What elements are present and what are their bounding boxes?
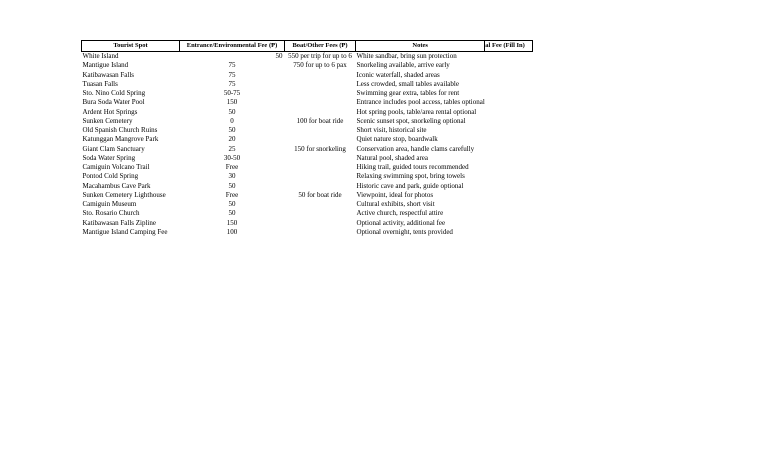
cell-notes[interactable]: Optional activity, additional fee <box>356 218 446 227</box>
cell-boat-fee[interactable] <box>285 71 356 80</box>
cell-total-fee[interactable] <box>485 61 533 70</box>
cell-notes[interactable]: Active church, respectful attire <box>356 209 444 218</box>
cell-total-fee[interactable] <box>485 126 533 135</box>
table-row <box>82 126 533 135</box>
cell-notes[interactable]: Scenic sunset spot, snorkeling optional <box>356 116 466 125</box>
cell-boat-fee[interactable]: 550 per trip for up to 6 <box>288 52 352 60</box>
cell-notes[interactable]: Quiet nature stop, boardwalk <box>356 135 438 144</box>
cell-total-fee[interactable] <box>485 52 533 62</box>
cell-tourist-spot[interactable]: Giant Clam Sanctuary <box>82 144 145 153</box>
cell-entrance-fee[interactable]: 30-50 <box>223 153 241 162</box>
cell-total-fee[interactable] <box>485 145 533 154</box>
cell-total-fee[interactable] <box>485 228 533 237</box>
header-row <box>82 41 533 52</box>
header-total-fee[interactable]: al Fee (Fill In) <box>485 41 533 52</box>
header-notes[interactable]: Notes <box>356 41 485 52</box>
cell-total-fee[interactable] <box>485 98 533 107</box>
cell-notes[interactable]: Hiking trail, guided tours recommended <box>356 163 469 171</box>
cell-boat-fee[interactable] <box>285 172 356 181</box>
cell-total-fee[interactable] <box>485 219 533 228</box>
cell-notes[interactable]: Entrance includes pool access, tables optional <box>356 98 485 107</box>
table-row <box>82 145 533 154</box>
table-row <box>82 52 533 62</box>
cell-boat-fee[interactable]: 100 for boat ride <box>296 116 344 125</box>
cell-boat-fee[interactable] <box>285 126 356 135</box>
cell-notes[interactable]: Snorkeling available, arrive early <box>356 61 450 70</box>
cell-boat-fee[interactable] <box>285 98 356 107</box>
cell-boat-fee[interactable] <box>285 135 356 144</box>
cell-notes[interactable]: Viewpoint, ideal for photos <box>356 190 434 199</box>
cell-boat-fee[interactable] <box>285 209 356 218</box>
cell-entrance-fee[interactable]: 20 <box>228 135 236 144</box>
cell-tourist-spot[interactable]: Old Spanish Church Ruins <box>82 126 158 134</box>
cell-entrance-fee[interactable]: 25 <box>228 144 236 153</box>
cell-notes[interactable]: Hot spring pools, table/area rental optional <box>356 107 477 116</box>
cell-notes[interactable]: Short visit, historical site <box>356 126 427 134</box>
cell-boat-fee[interactable]: 750 for up to 6 pax <box>293 61 347 70</box>
table-row <box>82 228 533 237</box>
cell-notes[interactable]: White sandbar, bring sun protection <box>356 52 457 60</box>
cell-entrance-fee[interactable]: 150 <box>226 218 238 227</box>
cell-notes[interactable]: Natural pool, shaded area <box>356 153 429 162</box>
cell-entrance-fee[interactable]: 50-75 <box>223 89 241 97</box>
cell-notes[interactable]: Historic cave and park, guide optional <box>356 181 464 190</box>
cell-tourist-spot[interactable]: Katunggan Mangrove Park <box>82 135 159 144</box>
header-entrance-fee[interactable]: Entrance/Environmental Fee (₱) <box>180 41 285 52</box>
table-row <box>82 135 533 144</box>
cell-tourist-spot[interactable]: Macahambus Cave Park <box>82 181 151 190</box>
table-row <box>82 163 533 172</box>
cell-notes[interactable]: Cultural exhibits, short visit <box>356 200 435 208</box>
cell-notes[interactable]: Optional overnight, tents provided <box>356 227 453 236</box>
cell-boat-fee[interactable] <box>285 80 356 89</box>
cell-notes[interactable]: Swimming gear extra, tables for rent <box>356 89 460 97</box>
cell-boat-fee[interactable] <box>285 89 356 98</box>
cell-total-fee[interactable] <box>485 117 533 126</box>
header-tourist-spot[interactable]: Tourist Spot <box>82 41 180 52</box>
cell-tourist-spot[interactable]: Sunken Cemetery Lighthouse <box>82 190 166 199</box>
table-row <box>82 108 533 117</box>
cell-tourist-spot[interactable]: Sto. Rosario Church <box>82 209 140 218</box>
cell-total-fee[interactable] <box>485 80 533 89</box>
cell-tourist-spot[interactable]: Camiguin Museum <box>82 200 137 208</box>
cell-tourist-spot[interactable]: Mantigue Island Camping Fee <box>82 227 168 236</box>
cell-total-fee[interactable] <box>485 200 533 209</box>
cell-entrance-fee[interactable]: 75 <box>228 70 236 79</box>
cell-total-fee[interactable] <box>485 108 533 117</box>
table-row <box>82 182 533 191</box>
cell-total-fee[interactable] <box>485 89 533 98</box>
cell-entrance-fee[interactable]: 150 <box>226 98 238 107</box>
cell-boat-fee[interactable] <box>285 163 356 172</box>
table-row <box>82 89 533 98</box>
cell-boat-fee[interactable] <box>285 154 356 163</box>
cell-entrance-fee[interactable]: 50 <box>275 52 283 60</box>
cell-tourist-spot[interactable]: Katibawasan Falls <box>82 70 135 79</box>
cell-boat-fee[interactable] <box>285 200 356 209</box>
cell-total-fee[interactable] <box>485 209 533 218</box>
cell-entrance-fee[interactable]: Free <box>225 163 239 171</box>
cell-tourist-spot[interactable]: Pontod Cold Spring <box>82 172 139 181</box>
table-row <box>82 117 533 126</box>
cell-entrance-fee[interactable]: 100 <box>226 227 238 236</box>
cell-entrance-fee[interactable]: 50 <box>228 126 236 134</box>
cell-entrance-fee[interactable]: 50 <box>228 107 236 116</box>
cell-total-fee[interactable] <box>485 182 533 191</box>
cell-boat-fee[interactable] <box>285 219 356 228</box>
tourist-fees-table <box>81 40 533 237</box>
cell-total-fee[interactable] <box>485 135 533 144</box>
cell-entrance-fee[interactable]: 50 <box>228 181 236 190</box>
table-row <box>82 71 533 80</box>
cell-tourist-spot[interactable]: Bura Soda Water Pool <box>82 98 145 107</box>
cell-entrance-fee[interactable]: Free <box>225 190 239 199</box>
cell-notes[interactable]: Conservation area, handle clams carefully <box>356 144 475 153</box>
cell-entrance-fee[interactable]: 75 <box>228 61 236 70</box>
cell-notes[interactable]: Relaxing swimming spot, bring towels <box>356 172 465 181</box>
cell-boat-fee[interactable] <box>285 228 356 237</box>
cell-boat-fee[interactable] <box>285 182 356 191</box>
cell-tourist-spot[interactable]: Katibawasan Falls Zipline <box>82 218 156 227</box>
cell-total-fee[interactable] <box>485 154 533 163</box>
cell-notes[interactable]: Iconic waterfall, shaded areas <box>356 70 440 79</box>
cell-entrance-fee[interactable]: 50 <box>228 200 236 208</box>
table-row <box>82 80 533 89</box>
table-row <box>82 98 533 107</box>
header-boat-fees[interactable]: Boat/Other Fees (₱) <box>285 41 356 52</box>
cell-tourist-spot[interactable]: White Island <box>82 52 119 60</box>
cell-entrance-fee[interactable]: 75 <box>228 79 236 88</box>
table-row <box>82 61 533 70</box>
cell-boat-fee[interactable]: 150 for snorkeling <box>294 144 346 153</box>
cell-total-fee[interactable] <box>485 71 533 80</box>
cell-entrance-fee[interactable]: 50 <box>228 209 236 218</box>
cell-total-fee[interactable] <box>485 191 533 200</box>
table-row <box>82 172 533 181</box>
cell-tourist-spot[interactable]: Soda Water Spring <box>82 153 136 162</box>
cell-entrance-fee[interactable]: 0 <box>230 116 234 125</box>
table-row <box>82 200 533 209</box>
cell-boat-fee[interactable] <box>285 108 356 117</box>
cell-notes[interactable]: Less crowded, small tables available <box>356 79 459 88</box>
table-row <box>82 219 533 228</box>
table-row <box>82 191 533 200</box>
cell-tourist-spot[interactable]: Tuasan Falls <box>82 79 118 88</box>
cell-tourist-spot[interactable]: Mantigue Island <box>82 61 129 70</box>
cell-entrance-fee[interactable]: 30 <box>228 172 236 181</box>
cell-boat-fee[interactable]: 50 for boat ride <box>298 190 342 199</box>
cell-tourist-spot[interactable]: Camiguin Volcano Trail <box>82 163 150 171</box>
cell-tourist-spot[interactable]: Sunken Cemetery <box>82 116 133 125</box>
table-row <box>82 154 533 163</box>
cell-tourist-spot[interactable]: Ardent Hot Springs <box>82 107 138 116</box>
cell-total-fee[interactable] <box>485 172 533 181</box>
cell-total-fee[interactable] <box>485 163 533 172</box>
table-row <box>82 209 533 218</box>
cell-tourist-spot[interactable]: Sto. Nino Cold Spring <box>82 89 146 97</box>
